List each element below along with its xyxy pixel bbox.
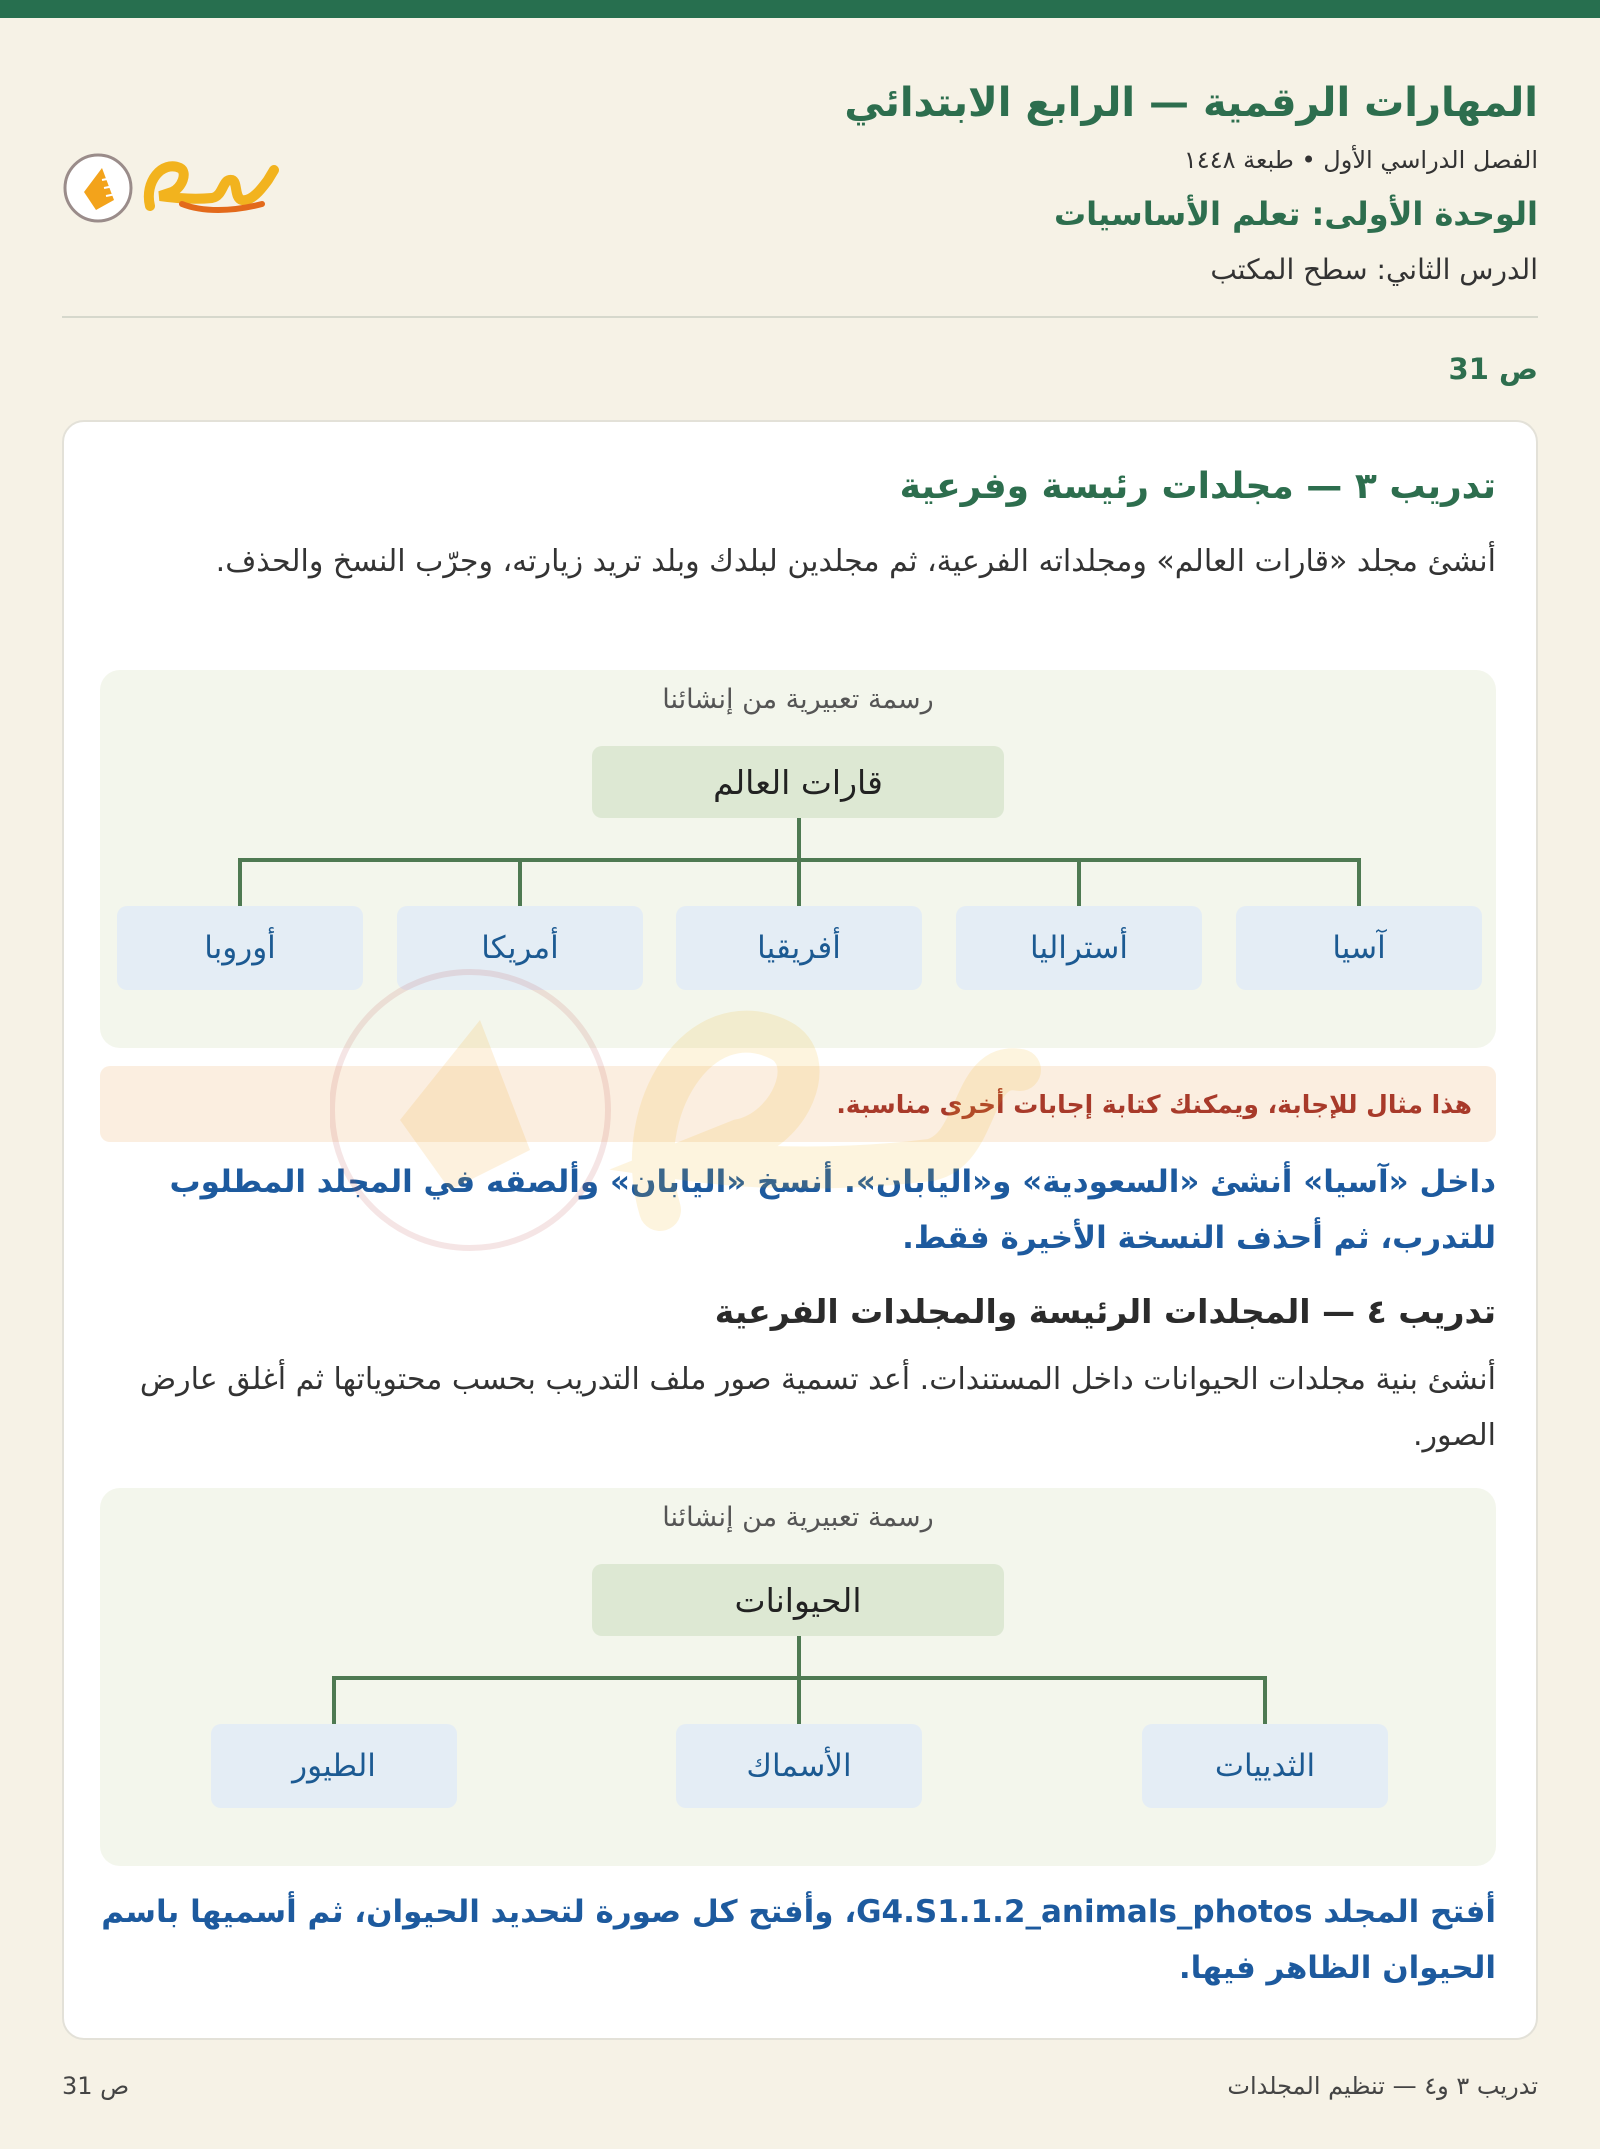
edition-meta: الفصل الدراسي الأول • طبعة ١٤٤٨ bbox=[1183, 146, 1538, 174]
connector-trunk bbox=[797, 818, 801, 860]
diagram-caption: رسمة تعبيرية من إنشائنا bbox=[662, 1502, 934, 1533]
connector-branch bbox=[332, 1676, 336, 1724]
book-title: المهارات الرقمية — الرابع الابتدائي bbox=[844, 80, 1538, 126]
footer-section-title: تدريب ٣ و٤ — تنظيم المجلدات bbox=[1227, 2072, 1538, 2100]
folder-asia: آسيا bbox=[1236, 906, 1482, 990]
folder-africa: أفريقيا bbox=[676, 906, 922, 990]
folder-australia: أستراليا bbox=[956, 906, 1202, 990]
example-answer-note: هذا مثال للإجابة، ويمكنك كتابة إجابات أخرى مناسبة. bbox=[100, 1066, 1496, 1142]
exercise3-heading: تدريب ٣ — مجلدات رئيسة وفرعية bbox=[899, 466, 1496, 507]
folder-america: أمريكا bbox=[397, 906, 643, 990]
exercise4-heading: تدريب ٤ — المجلدات الرئيسة والمجلدات الفرعية bbox=[714, 1292, 1496, 1331]
exercise3-answer: داخل «آسيا» أنشئ «السعودية» و«اليابان». أنسخ «اليابان» وألصقه في المجلد المطلوب للتدرب، ثم أحذف النسخة الأخيرة فقط. bbox=[169, 1164, 1496, 1256]
folder-europe: أوروبا bbox=[117, 906, 363, 990]
connector-branch bbox=[1077, 858, 1081, 906]
diagram-caption: رسمة تعبيرية من إنشائنا bbox=[662, 684, 934, 715]
exercise4-answer: أفتح المجلد G4.S1.1.2_animals_photos، وأفتح كل صورة لتحديد الحيوان، ثم أسميها باسم الحيوان الظاهر فيها. bbox=[101, 1894, 1496, 1986]
page-header bbox=[62, 72, 1538, 322]
hulul-watermark bbox=[330, 960, 1050, 1260]
connector-branch bbox=[797, 858, 801, 906]
footer-page-number: ص 31 bbox=[62, 2072, 130, 2100]
folder-birds: الطيور bbox=[211, 1724, 457, 1808]
folder-fish: الأسماك bbox=[676, 1724, 922, 1808]
connector-branch bbox=[1263, 1676, 1267, 1724]
folder-root-animals: الحيوانات bbox=[592, 1564, 1004, 1636]
connector-branch bbox=[238, 858, 242, 906]
exercise4-instruction: أنشئ بنية مجلدات الحيوانات داخل المستندات. أعد تسمية صور ملف التدريب بحسب محتوياتها ثم أغلق عارض الصور. bbox=[139, 1362, 1496, 1453]
unit-title: الوحدة الأولى: تعلم الأساسيات bbox=[1054, 195, 1538, 233]
folder-root-continents: قارات العالم bbox=[592, 746, 1004, 818]
lesson-title: الدرس الثاني: سطح المكتب bbox=[1210, 253, 1538, 286]
page-reference: ص 31 bbox=[1448, 352, 1538, 386]
connector-branch bbox=[797, 1676, 801, 1724]
top-bar bbox=[0, 0, 1600, 18]
connector-branch bbox=[518, 858, 522, 906]
header-divider bbox=[62, 316, 1538, 318]
exercise3-instruction: أنشئ مجلد «قارات العالم» ومجلداته الفرعية، ثم مجلدين لبلدك وبلد تريد زيارته، وجرّب النسخ والحذف. bbox=[215, 544, 1496, 579]
connector-branch bbox=[1357, 858, 1361, 906]
folder-mammals: الثدييات bbox=[1142, 1724, 1388, 1808]
exercise4-diagram bbox=[100, 1488, 1496, 1866]
hulul-logo bbox=[62, 142, 282, 232]
connector-trunk bbox=[797, 1636, 801, 1678]
